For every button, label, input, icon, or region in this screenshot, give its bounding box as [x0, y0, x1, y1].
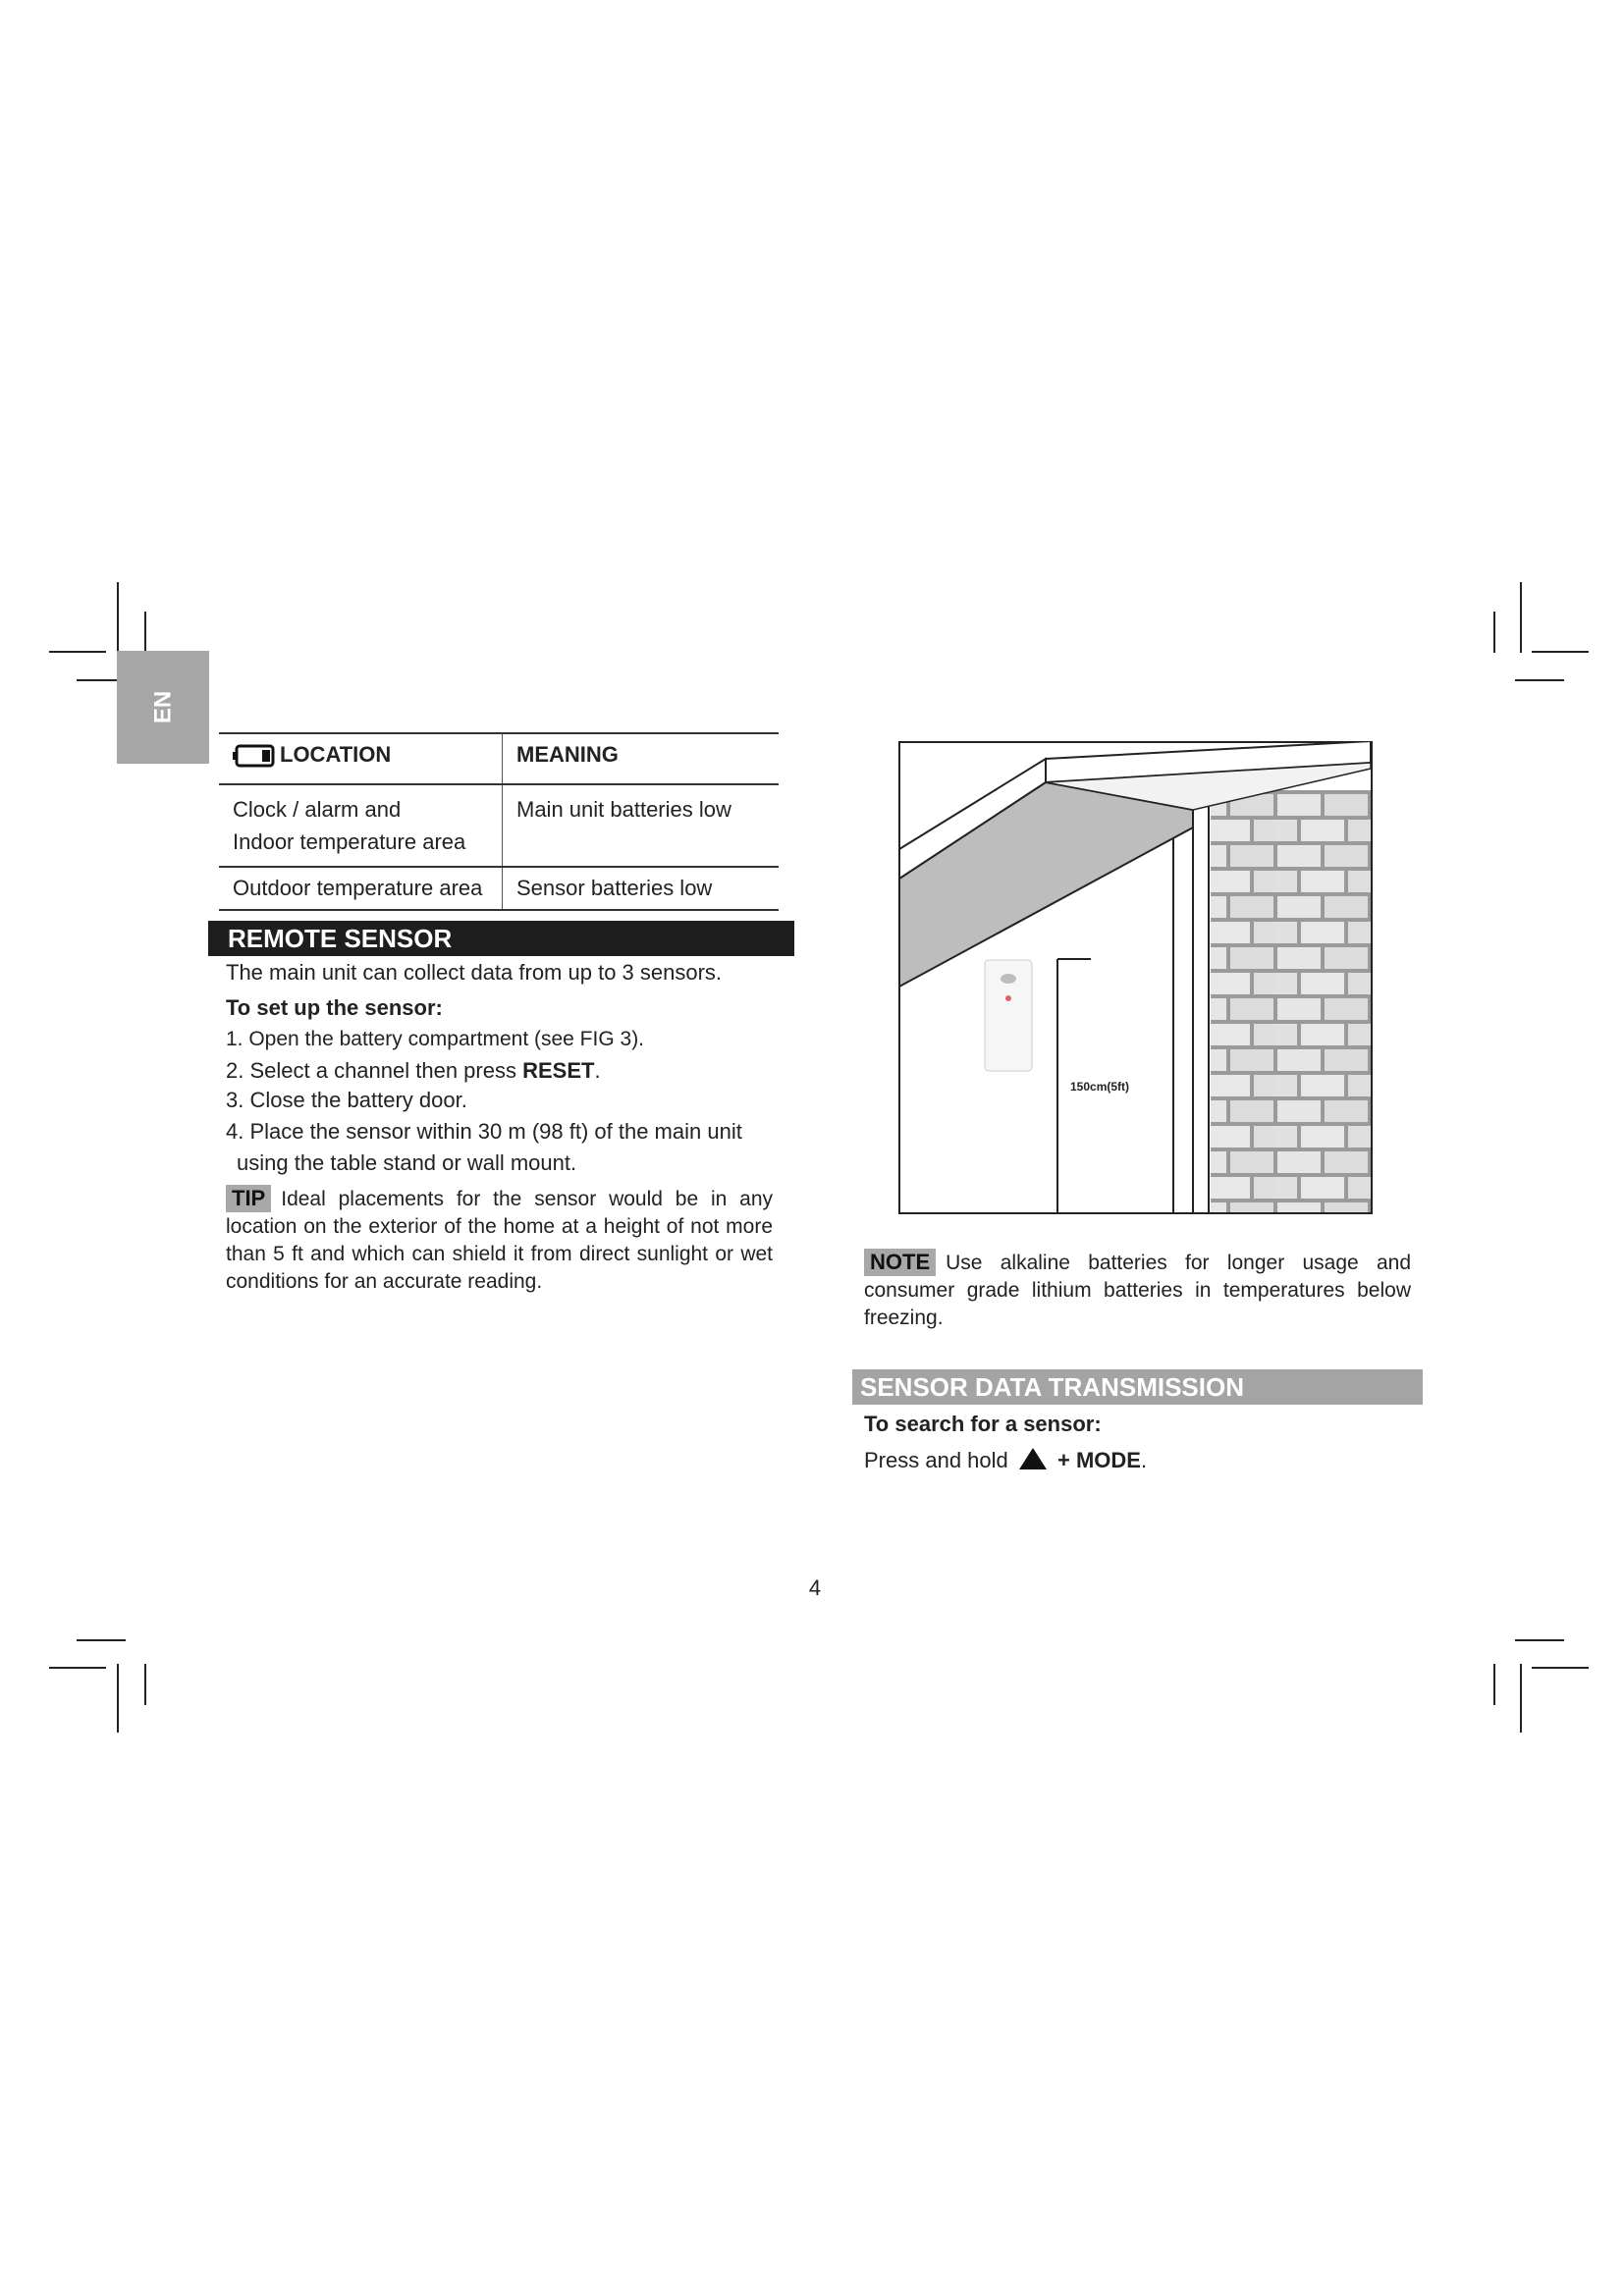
- language-tab: [117, 651, 209, 764]
- meaning-cell: Main unit batteries low: [503, 784, 780, 867]
- crop-mark: [1493, 612, 1495, 653]
- crop-mark: [1532, 651, 1589, 653]
- sensor-placement-figure: [898, 741, 1373, 1214]
- mode-button-text: + MODE: [1057, 1448, 1141, 1472]
- location-header-label: LOCATION: [280, 742, 392, 767]
- height-label: 150cm(5ft): [1070, 1080, 1130, 1094]
- crop-mark: [1493, 1664, 1495, 1705]
- page-number: 4: [808, 1575, 822, 1600]
- crop-mark: [144, 1664, 146, 1705]
- tip-paragraph: [226, 1185, 773, 1296]
- press-hold-text: Press and hold: [864, 1448, 1008, 1472]
- battery-icon: [233, 743, 276, 769]
- table-header-row: [219, 733, 779, 784]
- crop-mark: [49, 1667, 106, 1669]
- tip-label: TIP: [226, 1185, 271, 1212]
- meaning-header: MEANING: [503, 733, 780, 784]
- tip-text: Ideal placements for the sensor would be in any location on the exterior of the home at a height of not more than 5 ft and which can shield it from direct sunlight or wet conditions for an accurate reading.: [226, 1188, 773, 1293]
- crop-mark: [144, 612, 146, 653]
- crop-mark: [117, 1664, 119, 1733]
- setup-step: [226, 1056, 601, 1086]
- crop-mark: [1520, 1664, 1522, 1733]
- remote-sensor-heading: REMOTE SENSOR: [208, 921, 794, 956]
- crop-mark: [117, 582, 119, 653]
- press-hold-end: .: [1140, 1448, 1148, 1472]
- setup-step: 4. Place the sensor within 30 m (98 ft) of the main unit: [226, 1119, 742, 1144]
- meaning-cell: Sensor batteries low: [503, 867, 780, 910]
- note-label: NOTE: [864, 1249, 936, 1276]
- crop-mark: [1515, 679, 1564, 681]
- table-row: [219, 784, 779, 867]
- note-text: Use alkaline batteries for longer usage and consumer grade lithium batteries in temperatures below freezing.: [864, 1252, 1411, 1329]
- setup-step-text: 2. Select a channel then press: [226, 1058, 523, 1083]
- table-row: [219, 867, 779, 910]
- battery-location-table: [219, 732, 779, 911]
- setup-step: 1. Open the battery compartment (see FIG 3).: [226, 1028, 645, 1050]
- location-line: Indoor temperature area: [233, 829, 466, 854]
- language-tab-label: EN: [149, 690, 176, 724]
- location-cell: Outdoor temperature area: [219, 867, 503, 910]
- setup-step: 3. Close the battery door.: [226, 1088, 467, 1112]
- crop-mark: [49, 651, 106, 653]
- crop-mark: [1515, 1639, 1564, 1641]
- crop-mark: [1520, 582, 1522, 653]
- setup-title: To set up the sensor:: [226, 995, 443, 1020]
- note-paragraph: [864, 1249, 1411, 1332]
- reset-keyword: RESET: [522, 1058, 595, 1083]
- up-arrow-icon: [1018, 1447, 1048, 1470]
- setup-step-end: .: [594, 1058, 601, 1083]
- location-cell: [219, 784, 503, 867]
- remote-sensor-intro: The main unit can collect data from up to 3 sensors.: [226, 960, 723, 985]
- location-line: Clock / alarm and: [233, 797, 402, 822]
- brick-wall: [1211, 790, 1371, 1212]
- crop-mark: [77, 1639, 126, 1641]
- crop-mark: [1532, 1667, 1589, 1669]
- location-header: [219, 733, 503, 784]
- sensor-transmission-heading: SENSOR DATA TRANSMISSION: [852, 1369, 1423, 1405]
- search-title: To search for a sensor:: [864, 1412, 1102, 1436]
- press-hold-instruction: [864, 1446, 1147, 1475]
- setup-step: using the table stand or wall mount.: [237, 1150, 577, 1175]
